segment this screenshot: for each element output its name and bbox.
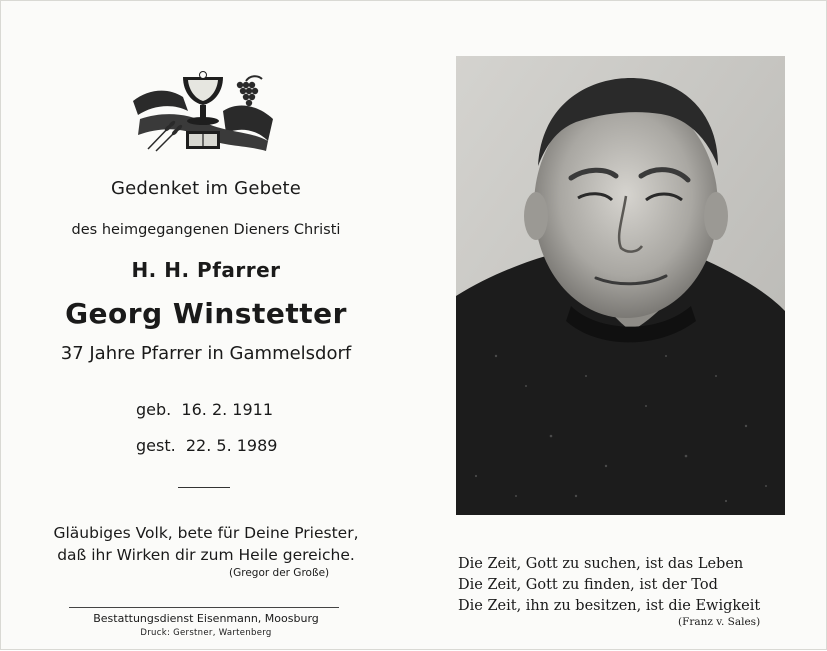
closing-poem: [458, 554, 760, 617]
poem-source: (Franz v. Sales): [678, 616, 761, 628]
card-left-panel: [1, 1, 411, 651]
verse-line-1: Gläubiges Volk, bete für Deine Priester,: [53, 524, 359, 542]
birth-date: geb. 16. 2. 1911: [136, 400, 274, 419]
memorial-heading: Gedenket im Gebete: [110, 178, 302, 199]
clergy-title: H. H. Pfarrer: [131, 258, 281, 282]
poem-line: Die Zeit, ihn zu besitzen, ist die Ewigkeit: [458, 598, 761, 614]
poem-line: Die Zeit, Gott zu finden, ist der Tod: [458, 577, 718, 593]
deceased-role: 37 Jahre Pfarrer in Gammelsdorf: [60, 343, 352, 364]
chalice-grapes-emblem-icon: [128, 71, 275, 154]
separator-rule: [178, 487, 230, 488]
death-date: gest. 22. 5. 1989: [136, 436, 278, 455]
poem-line: Die Zeit, Gott zu suchen, ist das Leben: [458, 556, 744, 572]
verse-source: (Gregor der Große): [229, 567, 330, 579]
memorial-subheading: des heimgegangenen Dieners Christi: [71, 222, 341, 238]
portrait-illustration: [456, 56, 785, 515]
priest-portrait-photo: [456, 56, 785, 515]
footer-rule: [69, 607, 339, 608]
printer-credit: Druck: Gerstner, Wartenberg: [140, 628, 272, 638]
verse-line-2: daß ihr Wirken dir zum Heile gereiche.: [57, 546, 355, 564]
deceased-name: Georg Winstetter: [65, 297, 347, 330]
funeral-service-credit: Bestattungsdienst Eisenmann, Moosburg: [93, 612, 319, 625]
